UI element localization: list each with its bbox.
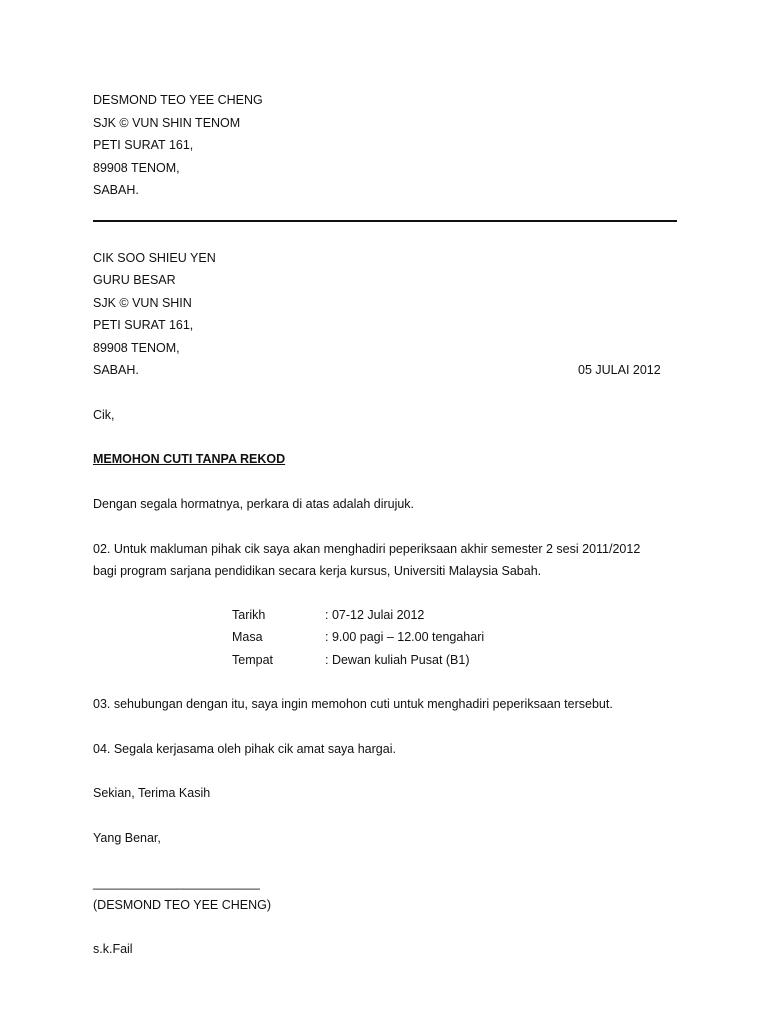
sender-state: SABAH. [93, 183, 139, 197]
detail-label-tarikh: Tarikh [232, 608, 266, 622]
recipient-school: SJK © VUN SHIN [93, 296, 192, 310]
salutation: Cik, [93, 408, 115, 422]
detail-value-tarikh: : 07-12 Julai 2012 [325, 608, 425, 622]
carbon-copy-note: s.k.Fail [93, 942, 133, 956]
detail-label-tempat: Tempat [232, 653, 273, 667]
letter-subject: MEMOHON CUTI TANPA REKOD [93, 452, 286, 466]
sender-postcode-city: 89908 TENOM, [93, 161, 180, 175]
signer-name: (DESMOND TEO YEE CHENG) [93, 898, 272, 912]
detail-value-tempat: : Dewan kuliah Pusat (B1) [325, 653, 470, 667]
recipient-title: GURU BESAR [93, 273, 176, 287]
sender-po-box: PETI SURAT 161, [93, 138, 194, 152]
sender-school: SJK © VUN SHIN TENOM [93, 116, 241, 130]
paragraph-02-line-2: bagi program sarjana pendidikan secara kerja kursus, Universiti Malaysia Sabah. [93, 564, 542, 578]
recipient-name: CIK SOO SHIEU YEN [93, 251, 216, 265]
header-divider [93, 220, 677, 222]
paragraph-03: 03. sehubungan dengan itu, saya ingin memohon cuti untuk menghadiri peperiksaan tersebut. [93, 697, 613, 711]
recipient-state: SABAH. [93, 363, 139, 377]
recipient-po-box: PETI SURAT 161, [93, 318, 194, 332]
opening-paragraph: Dengan segala hormatnya, perkara di atas adalah dirujuk. [93, 497, 415, 511]
detail-label-masa: Masa [232, 630, 263, 644]
sender-name: DESMOND TEO YEE CHENG [93, 93, 263, 107]
paragraph-02-line-1: 02. Untuk makluman pihak cik saya akan menghadiri peperiksaan akhir semester 2 sesi 2011/2012 [93, 542, 641, 556]
closing-sign-off: Yang Benar, [93, 831, 161, 845]
detail-value-masa: : 9.00 pagi – 12.00 tengahari [325, 630, 485, 644]
paragraph-04: 04. Segala kerjasama oleh pihak cik amat saya hargai. [93, 742, 396, 756]
signature-line: ________________________ [93, 876, 260, 890]
recipient-postcode-city: 89908 TENOM, [93, 341, 180, 355]
closing-thanks: Sekian, Terima Kasih [93, 786, 211, 800]
letter-date: 05 JULAI 2012 [578, 363, 661, 377]
